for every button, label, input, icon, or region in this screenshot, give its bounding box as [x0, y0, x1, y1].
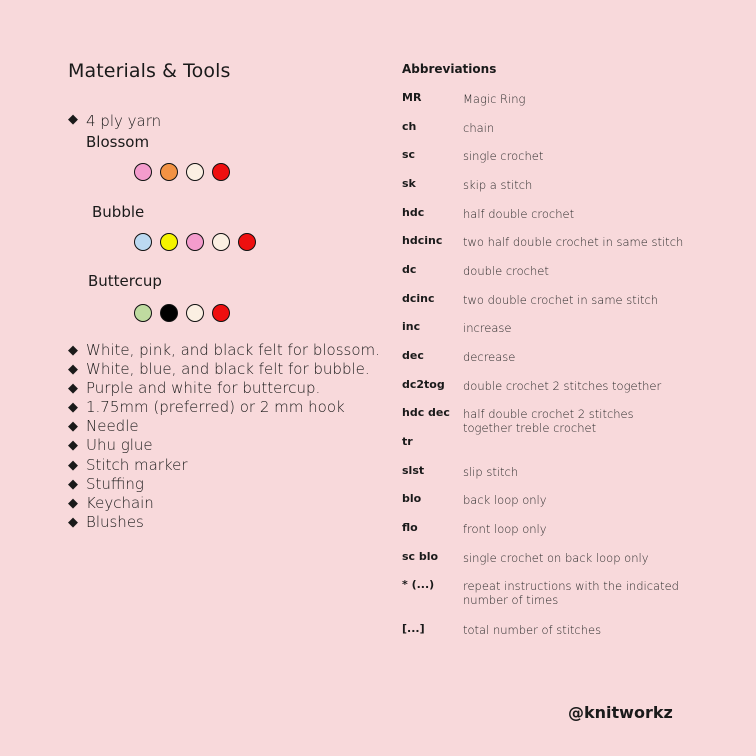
abbr-value: skip a stitch — [463, 178, 533, 192]
diamond-bullet-icon: ◆ — [68, 514, 78, 530]
abbr-key: dec — [402, 349, 424, 362]
abbr-key: slst — [402, 464, 425, 477]
abbr-key: blo — [402, 492, 422, 505]
abbr-key: hdc dec — [402, 406, 450, 419]
materials-title: Materials & Tools — [68, 60, 231, 82]
color-swatch — [134, 163, 152, 181]
color-swatch — [160, 304, 178, 322]
abbr-value: half double crochet — [463, 207, 575, 221]
abbr-key: sk — [402, 177, 416, 190]
abbr-key: tr — [402, 435, 413, 448]
abbr-key: sc blo — [402, 550, 439, 563]
color-swatch — [134, 304, 152, 322]
diamond-bullet-icon: ◆ — [68, 343, 78, 358]
diamond-bullet-icon: ◆ — [68, 419, 78, 435]
diamond-bullet-icon: ◆ — [68, 438, 78, 454]
color-swatch — [160, 233, 178, 251]
abbr-value: front loop only — [463, 522, 547, 536]
abbr-value: increase — [463, 321, 512, 335]
color-swatch — [212, 163, 230, 181]
abbr-key: dcinc — [402, 292, 435, 305]
materials-section: Materials & Tools ◆ 4 ply yarn Blossom Bubble Buttercup ◆ White, pink, and black felt for blossom. ◆ White, blue, and black felt for bubble. ◆ Purple and white for buttercup. ◆ 1.75mm (preferred) or 2 mm hook ◆ Needle ◆ Uhu glue ◆ Stitch marker ◆ Stuffing ◆ Keychain ◆ Blushes — [68, 60, 388, 82]
abbr-value: double crochet — [463, 264, 549, 278]
diamond-bullet-icon: ◆ — [68, 112, 78, 127]
abbr-value: repeat instructions with the indicated number of times — [463, 579, 679, 607]
abbr-value: double crochet 2 stitches together — [463, 379, 662, 393]
abbr-value: back loop only — [463, 493, 547, 507]
diamond-bullet-icon: ◆ — [68, 362, 78, 378]
abbr-value: single crochet on back loop only — [463, 551, 649, 565]
swatches-buttercup — [134, 304, 230, 322]
color-swatch — [186, 163, 204, 181]
color-swatch — [186, 233, 204, 251]
diamond-bullet-icon: ◆ — [68, 457, 78, 473]
abbr-value: Magic Ring — [463, 92, 526, 106]
abbr-key: hdc — [402, 206, 425, 219]
swatches-blossom — [134, 163, 230, 181]
diamond-bullet-icon: ◆ — [68, 476, 78, 492]
abbr-key: [...] — [402, 622, 425, 635]
abbr-key: MR — [402, 91, 422, 104]
abbr-value: two half double crochet in same stitch — [463, 235, 684, 249]
swatches-bubble — [134, 233, 256, 251]
abbr-key: hdcinc — [402, 234, 443, 247]
abbr-value: chain — [463, 121, 495, 135]
color-swatch — [160, 163, 178, 181]
abbr-value: slip stitch — [463, 465, 519, 479]
abbr-key: dc2tog — [402, 378, 445, 391]
color-swatch — [212, 233, 230, 251]
diamond-bullet-icon: ◆ — [68, 495, 78, 511]
abbreviations-title: Abbreviations — [402, 62, 497, 76]
abbr-key: flo — [402, 521, 418, 534]
abbr-key: sc — [402, 148, 416, 161]
color-swatch — [134, 233, 152, 251]
palette-label-bubble: Bubble — [92, 203, 145, 221]
yarn-label: 4 ply yarn — [86, 112, 162, 130]
palette-label-blossom: Blossom — [86, 133, 150, 151]
color-swatch — [212, 304, 230, 322]
diamond-bullet-icon: ◆ — [68, 381, 78, 397]
abbr-value: half double crochet 2 stitches together treble crochet — [463, 407, 634, 435]
palette-label-buttercup: Buttercup — [88, 272, 162, 290]
abbr-value: total number of stitches — [463, 623, 602, 637]
abbr-key: * (...) — [402, 578, 435, 591]
abbr-key: inc — [402, 320, 421, 333]
abbr-key: dc — [402, 263, 417, 276]
abbr-value: decrease — [463, 350, 516, 364]
diamond-bullet-icon: ◆ — [68, 400, 78, 416]
color-swatch — [186, 304, 204, 322]
abbr-value: two double crochet in same stitch — [463, 293, 659, 307]
color-swatch — [238, 233, 256, 251]
abbr-value: single crochet — [463, 149, 544, 163]
abbr-key: ch — [402, 120, 417, 133]
author-handle: @knitworkz — [568, 703, 673, 722]
